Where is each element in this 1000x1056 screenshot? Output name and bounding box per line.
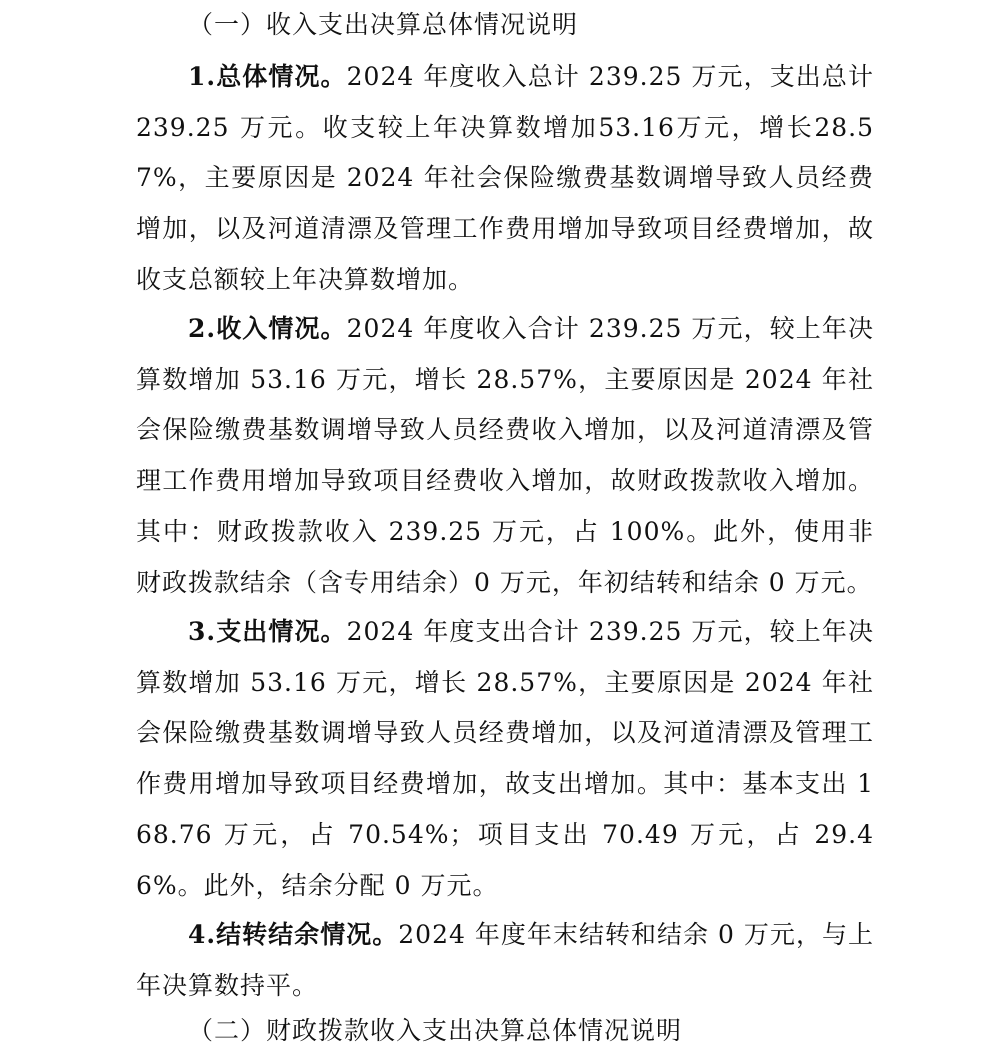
paragraph-lead-carryover: 4.结转结余情况。: [188, 920, 399, 949]
paragraph-lead-overall: 1.总体情况。: [188, 62, 347, 91]
paragraph-text-income: 2024 年度收入合计 239.25 万元，较上年决算数增加 53.16 万元，增长 28.57%，主要原因是 2024 年社会保险缴费基数调增导致人员经费收入增加，以及河道清漂及管理工作费用增加导致项目经费收入增加，故财政拨款收入增加。其中：财政拨款收入 239.25 万元，占 100%。此外，使用非财政拨款结余（含专用结余）0 万元，年初结转和结余 0 万元。: [136, 314, 874, 597]
paragraph-text-overall: 2024 年度收入总计 239.25 万元，支出总计 239.25 万元。收支较上年决算数增加53.16万元，增长28.57%，主要原因是 2024 年社会保险缴费基数调增导致人员经费增加，以及河道清漂及管理工作费用增加导致项目经费增加，故收支总额较上年决算数增加。: [136, 62, 874, 294]
paragraph-income: [136, 304, 874, 608]
paragraph-expenditure: [136, 607, 874, 911]
paragraph-lead-income: 2.收入情况。: [188, 314, 347, 343]
paragraph-text-carryover: 2024 年度年末结转和结余 0 万元，与上年决算数持平。: [136, 920, 874, 1000]
paragraph-lead-expenditure: 3.支出情况。: [188, 617, 347, 646]
paragraph-text-expenditure: 2024 年度支出合计 239.25 万元，较上年决算数增加 53.16 万元，增长 28.57%，主要原因是 2024 年社会保险缴费基数调增导致人员经费增加，以及河道清漂及管理工作费用增加导致项目经费增加，故支出增加。其中：基本支出 168.76 万元，占 70.54%；项目支出 70.49 万元，占 29.46%。此外，结余分配 0 万元。: [136, 617, 874, 900]
section-heading-income-expenditure: （一）收入支出决算总体情况说明: [188, 10, 579, 39]
paragraph-overall: [136, 52, 874, 306]
section-heading-fiscal-appropriation: （二）财政拨款收入支出决算总体情况说明: [188, 1016, 683, 1045]
paragraph-carryover: [136, 910, 874, 1011]
